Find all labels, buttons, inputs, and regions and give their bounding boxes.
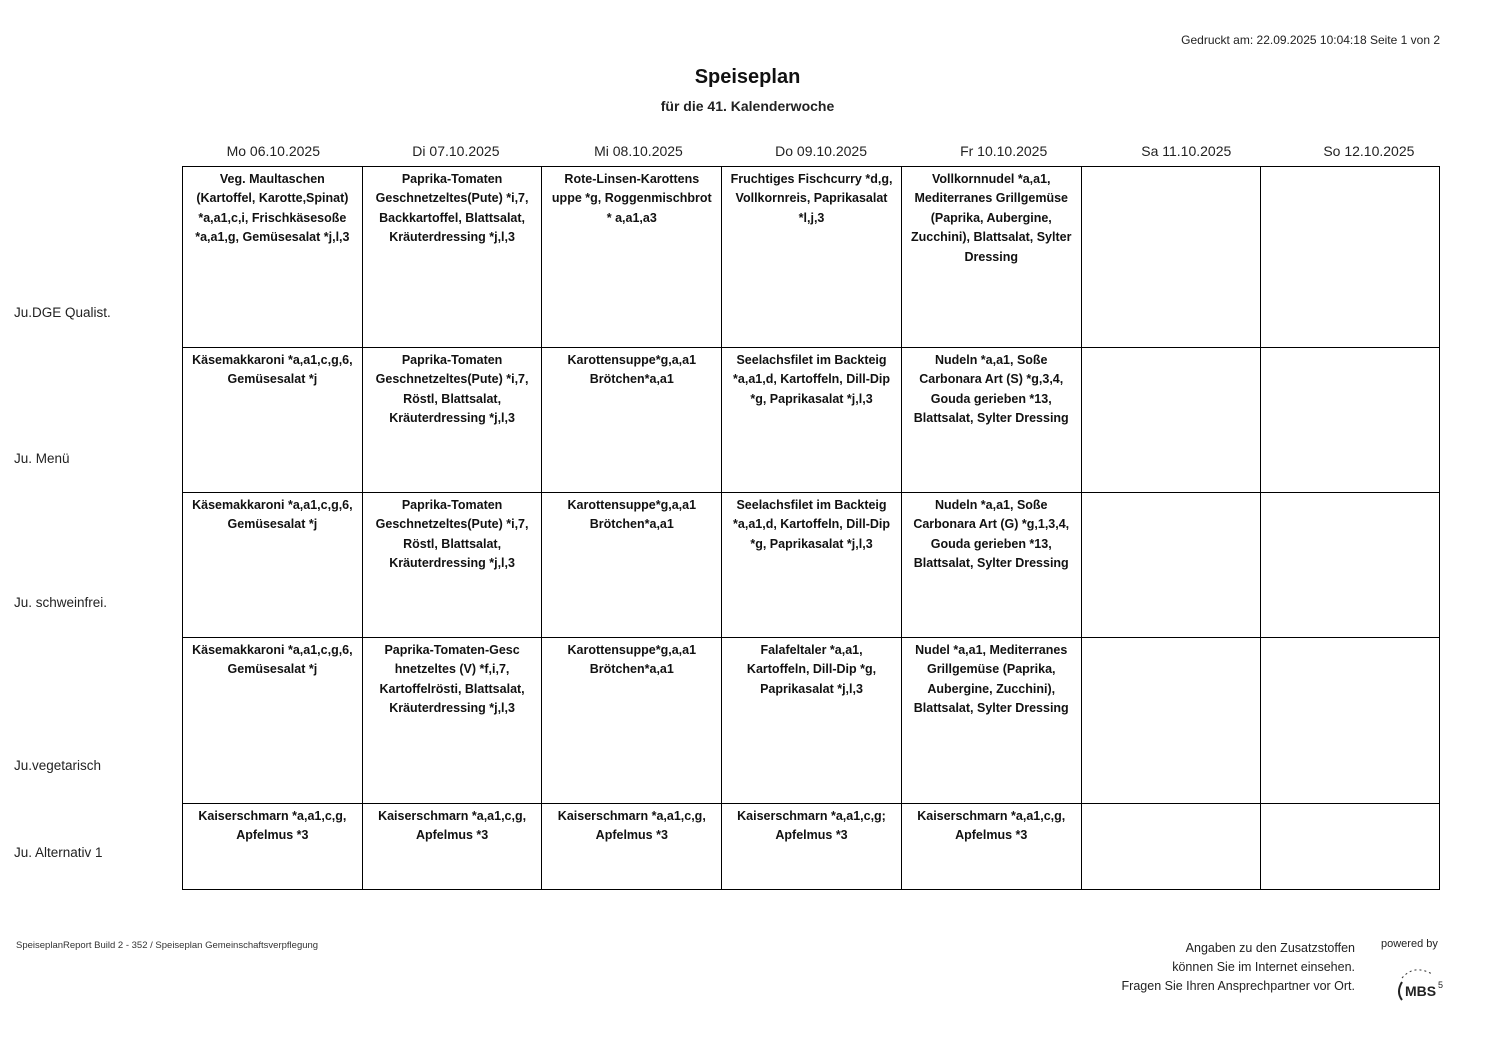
- meal-cell: Karottensuppe*g,a,a1 Brötchen*a,a1: [541, 348, 721, 492]
- meal-cell: Veg. Maultaschen (Kartoffel, Karotte,Spinat) *a,a1,c,i, Frischkäsesoße *a,a1,g, Gemüsesalat *j,l,3: [182, 167, 362, 347]
- day-header: Do 09.10.2025: [775, 143, 867, 159]
- meal-cell: Nudeln *a,a1, Soße Carbonara Art (S) *g,3,4, Gouda gerieben *13, Blattsalat, Sylter Dressing: [901, 348, 1081, 492]
- meal-cell: [1081, 804, 1261, 889]
- additives-note: [1122, 939, 1355, 996]
- row-label-alternativ: Ju. Alternativ 1: [14, 845, 103, 860]
- meal-cell: Seelachsfilet im Backteig *a,a1,d, Kartoffeln, Dill-Dip *g, Paprikasalat *j,l,3: [721, 493, 901, 637]
- day-header: Mo 06.10.2025: [226, 143, 320, 159]
- meal-cell: [1260, 493, 1440, 637]
- additives-line: können Sie im Internet einsehen.: [1172, 960, 1355, 974]
- meal-cell: Karottensuppe*g,a,a1 Brötchen*a,a1: [541, 493, 721, 637]
- table-row: [182, 804, 1440, 890]
- page-title: Speiseplan: [694, 66, 801, 88]
- meal-cell: Kaiserschmarn *a,a1,c,g, Apfelmus *3: [182, 804, 362, 889]
- svg-text:MBS: MBS: [1405, 983, 1437, 999]
- meal-cell: Karottensuppe*g,a,a1 Brötchen*a,a1: [541, 638, 721, 803]
- printed-timestamp: Gedruckt am: 22.09.2025 10:04:18 Seite 1 von 2: [1181, 33, 1440, 47]
- meal-cell: Kaiserschmarn *a,a1,c,g, Apfelmus *3: [541, 804, 721, 889]
- row-label-schweinfrei: Ju. schweinfrei.: [14, 595, 108, 610]
- meal-cell: Nudeln *a,a1, Soße Carbonara Art (G) *g,1,3,4, Gouda gerieben *13, Blattsalat, Sylter Dressing: [901, 493, 1081, 637]
- meal-cell: Paprika-Tomaten-Gesc hnetzeltes (V) *f,i,7, Kartoffelrösti, Blattsalat, Kräuterdressing *j,l,3: [362, 638, 542, 803]
- meal-cell: Kaiserschmarn *a,a1,c,g, Apfelmus *3: [901, 804, 1081, 889]
- row-label-dge: Ju.DGE Qualist.: [14, 305, 111, 320]
- meal-cell: Käsemakkaroni *a,a1,c,g,6, Gemüsesalat *j: [182, 638, 362, 803]
- meal-cell: Fruchtiges Fischcurry *d,g, Vollkornreis, Paprikasalat *l,j,3: [721, 167, 901, 347]
- meal-cell: Käsemakkaroni *a,a1,c,g,6, Gemüsesalat *j: [182, 348, 362, 492]
- meal-cell: [1260, 804, 1440, 889]
- meal-cell: Kaiserschmarn *a,a1,c,g; Apfelmus *3: [721, 804, 901, 889]
- powered-by: powered by: [1381, 938, 1438, 950]
- day-header: Mi 08.10.2025: [594, 143, 683, 159]
- meal-cell: [1081, 638, 1261, 803]
- page-subtitle: für die 41. Kalenderwoche: [660, 98, 835, 114]
- additives-line: Fragen Sie Ihren Ansprechpartner vor Ort.: [1121, 979, 1355, 993]
- meal-cell: Rote-Linsen-Karottens uppe *g, Roggenmischbrot * a,a1,a3: [541, 167, 721, 347]
- meal-cell: [1081, 167, 1261, 347]
- meal-cell: Vollkornnudel *a,a1, Mediterranes Grillgemüse (Paprika, Aubergine, Zucchini), Blattsalat, Sylter Dressing: [901, 167, 1081, 347]
- meal-cell: Falafeltaler *a,a1, Kartoffeln, Dill-Dip *g, Paprikasalat *j,l,3: [721, 638, 901, 803]
- day-header: Di 07.10.2025: [412, 143, 500, 159]
- meal-cell: Paprika-Tomaten Geschnetzeltes(Pute) *i,7, Röstl, Blattsalat, Kräuterdressing *j,l,3: [362, 493, 542, 637]
- meal-cell: Paprika-Tomaten Geschnetzeltes(Pute) *i,7, Backkartoffel, Blattsalat, Kräuterdressing *j,l,3: [362, 167, 542, 347]
- meal-cell: Käsemakkaroni *a,a1,c,g,6, Gemüsesalat *j: [182, 493, 362, 637]
- additives-line: Angaben zu den Zusatzstoffen: [1185, 941, 1355, 955]
- day-header: Fr 10.10.2025: [960, 143, 1048, 159]
- table-row: [182, 638, 1440, 804]
- row-label-vegetarisch: Ju.vegetarisch: [14, 758, 102, 773]
- meal-cell: [1081, 493, 1261, 637]
- meal-cell: [1260, 638, 1440, 803]
- meal-cell: Seelachsfilet im Backteig *a,a1,d, Kartoffeln, Dill-Dip *g, Paprikasalat *j,l,3: [721, 348, 901, 492]
- meal-cell: Kaiserschmarn *a,a1,c,g, Apfelmus *3: [362, 804, 542, 889]
- meal-cell: [1260, 348, 1440, 492]
- table-row: [182, 493, 1440, 638]
- menu-table: [182, 166, 1440, 890]
- svg-text:5: 5: [1438, 980, 1444, 990]
- meal-cell: [1081, 348, 1261, 492]
- mbs-logo-icon: [1388, 962, 1448, 1002]
- meal-cell: Paprika-Tomaten Geschnetzeltes(Pute) *i,7, Röstl, Blattsalat, Kräuterdressing *j,l,3: [362, 348, 542, 492]
- day-header-row: [182, 143, 1460, 159]
- meal-cell: [1260, 167, 1440, 347]
- row-label-menu: Ju. Menü: [14, 451, 70, 466]
- report-info: SpeiseplanReport Build 2 - 352 / Speiseplan Gemeinschaftsverpflegung: [16, 940, 319, 951]
- day-header: So 12.10.2025: [1323, 143, 1415, 159]
- day-header: Sa 11.10.2025: [1141, 143, 1232, 159]
- meal-cell: Nudel *a,a1, Mediterranes Grillgemüse (Paprika, Aubergine, Zucchini), Blattsalat, Sylter Dressing: [901, 638, 1081, 803]
- table-row: [182, 348, 1440, 493]
- table-row: [182, 166, 1440, 348]
